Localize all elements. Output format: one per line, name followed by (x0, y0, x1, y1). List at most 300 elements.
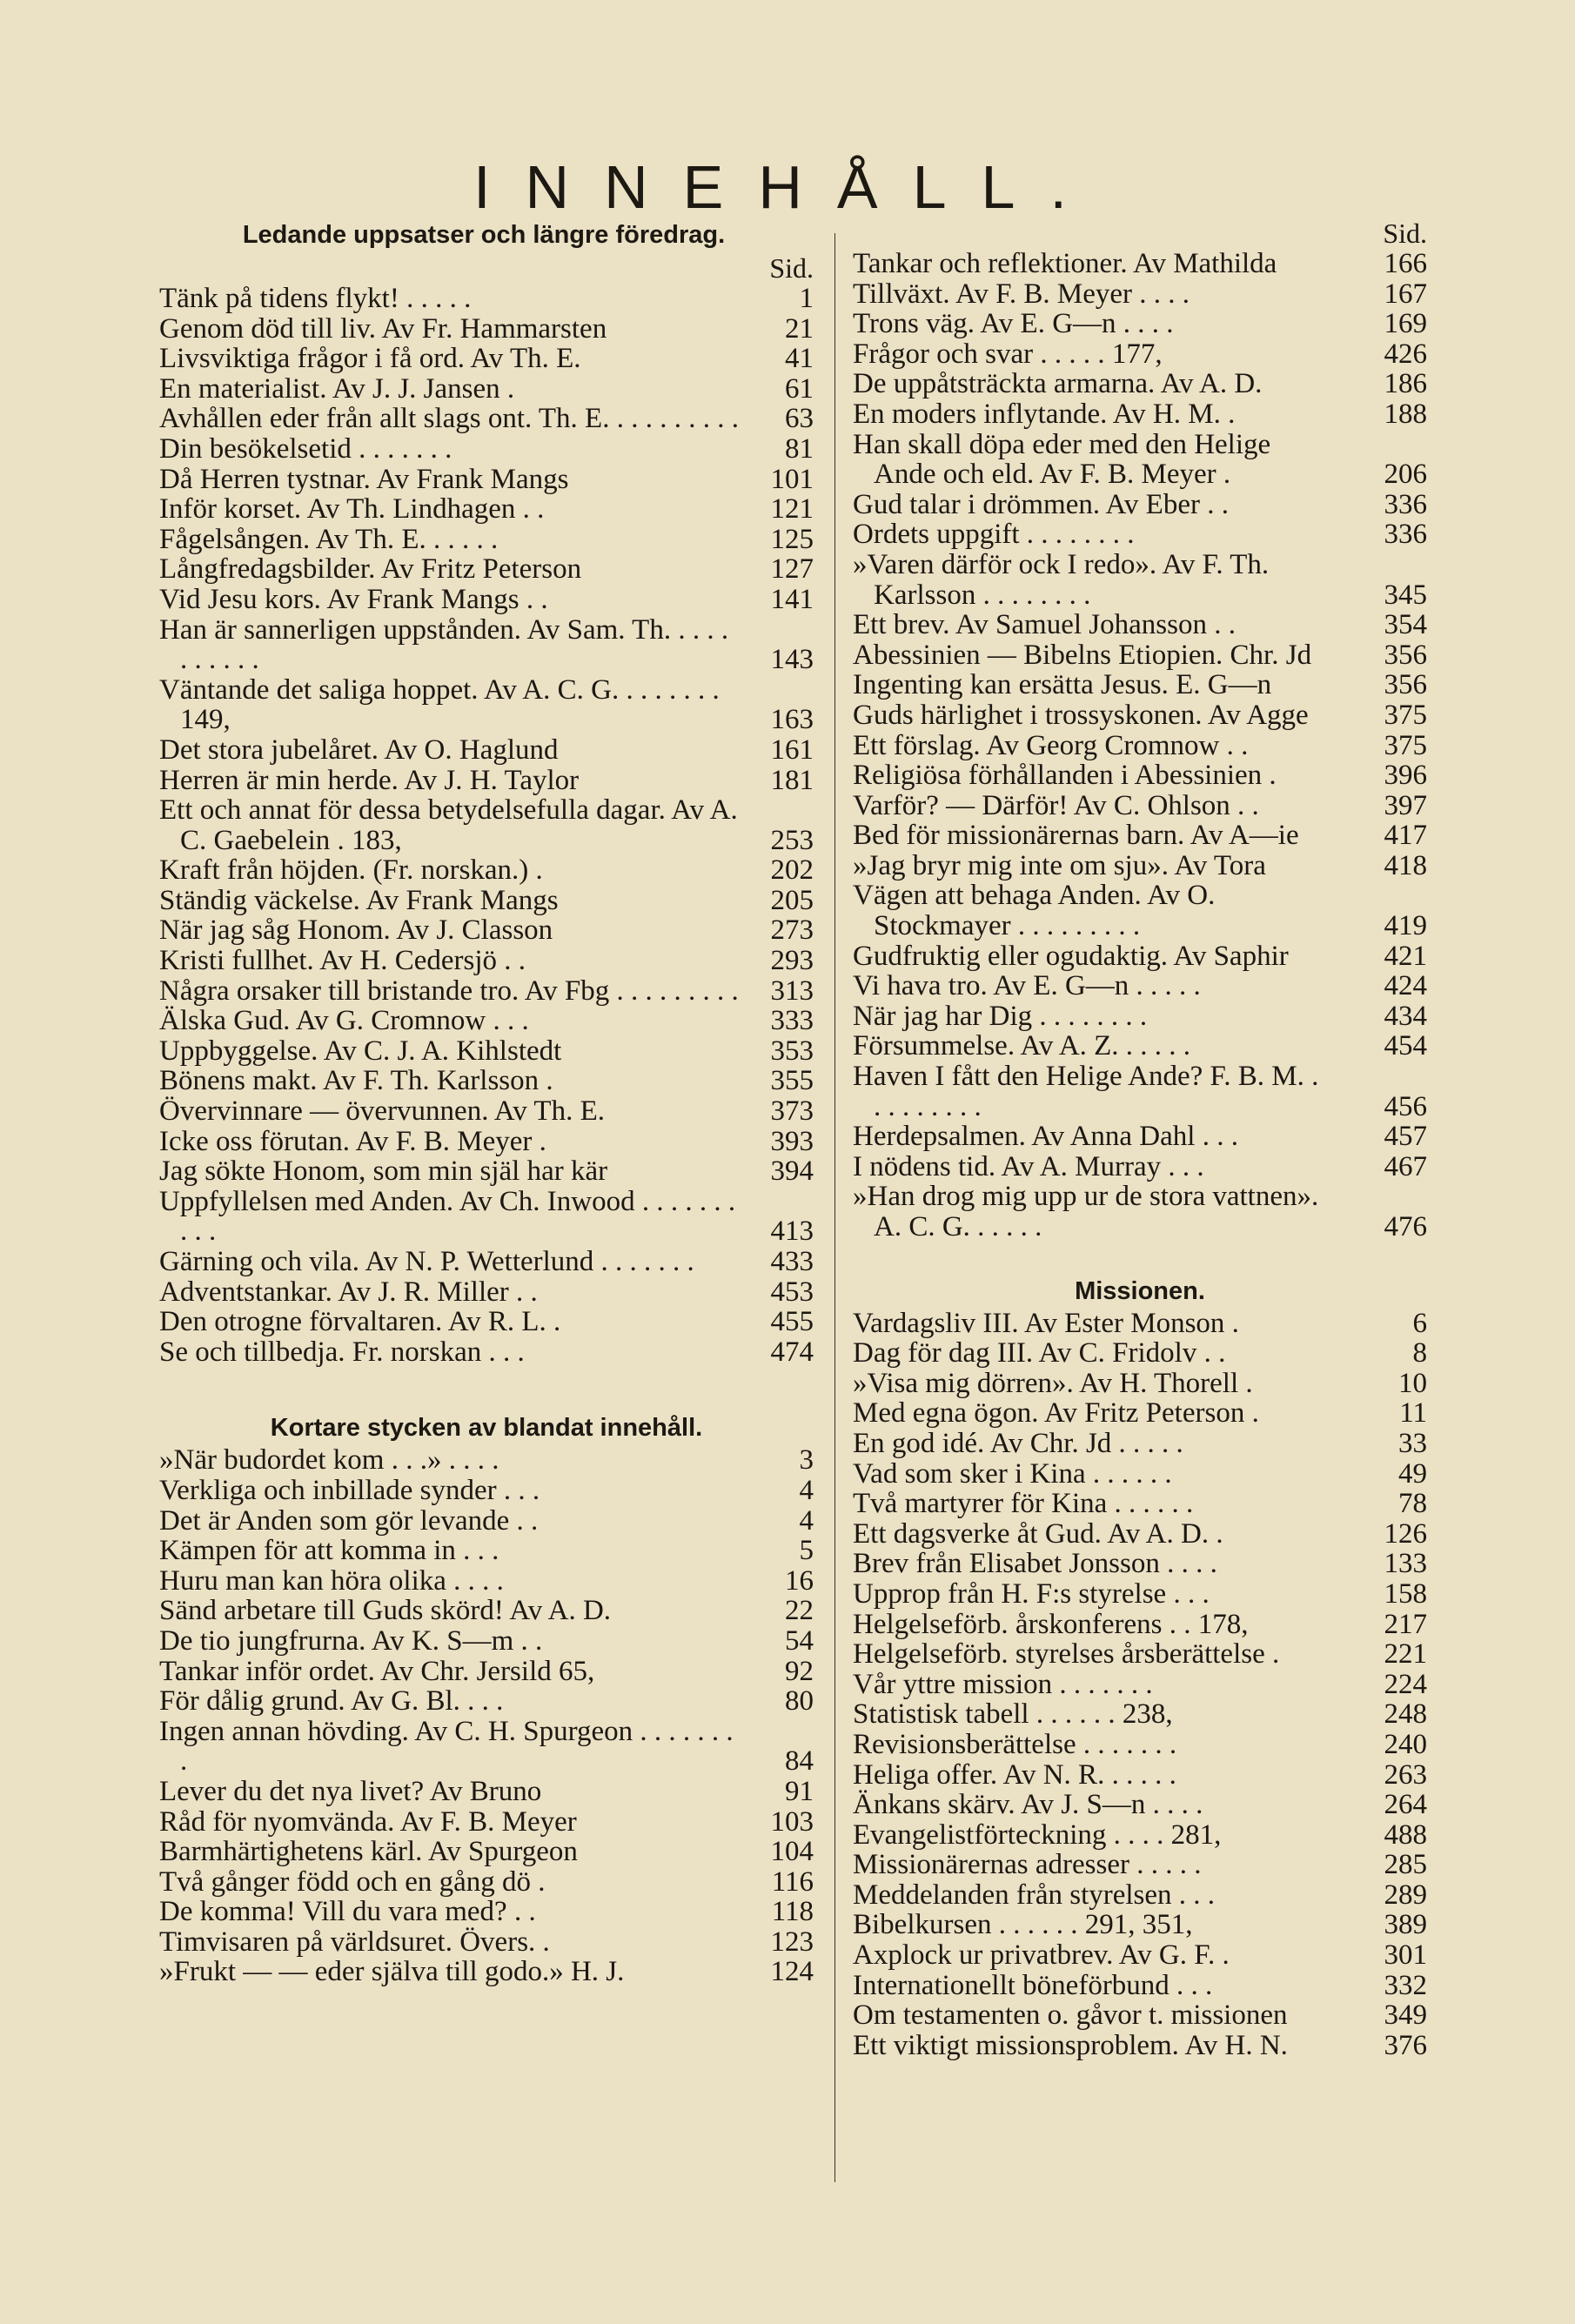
entry-page-number: 49 (1398, 1457, 1427, 1490)
entry-title: Frågor och svar . . . . . 177, (853, 338, 1163, 370)
toc-entry (853, 1790, 1427, 1820)
entry-page-number: 121 (770, 493, 814, 526)
entry-title: Fågelsången. Av Th. E. . . . . . (159, 523, 499, 555)
toc-entry (159, 1247, 814, 1277)
entry-title: Två martyrer för Kina . . . . . . (853, 1488, 1194, 1520)
entry-title: Gudfruktig eller ogudaktig. Av Saphir (853, 940, 1289, 972)
entry-page-number: 293 (770, 945, 814, 977)
entry-title: Ett viktigt missionsproblem. Av H. N. (853, 2029, 1288, 2061)
entry-title: »Visa mig dörren». Av H. Thorell . (853, 1367, 1253, 1399)
entry-title: Vi hava tro. Av E. G—n . . . . . (853, 970, 1201, 1002)
toc-entry (159, 1506, 814, 1537)
toc-entry (853, 820, 1427, 851)
entry-title: Internationellt böneförbund . . . (853, 1969, 1213, 2001)
entry-page-number: 16 (785, 1564, 814, 1597)
entry-title: Trons väg. Av E. G—n . . . . (853, 308, 1174, 340)
toc-entry (159, 314, 814, 345)
entry-page-number: 301 (1384, 1939, 1427, 1972)
entry-page-number: 118 (771, 1896, 814, 1928)
entry-title: Guds härlighet i trossyskonen. Av Agge (853, 699, 1309, 731)
entry-title: Vägen att behaga Anden. Av O. Stockmayer . . . . . . . . . (853, 880, 1216, 942)
toc-entry (853, 550, 1427, 610)
entry-page-number: 263 (1384, 1758, 1427, 1791)
entry-title: Bibelkursen . . . . . . 291, 351, (853, 1909, 1193, 1941)
entry-title: Några orsaker till bristande tro. Av Fbg . . . . . . . . . (159, 974, 739, 1007)
entry-title: Genom död till liv. Av Fr. Hammarsten (159, 312, 607, 345)
entry-title: En god idé. Av Chr. Jd . . . . . (853, 1427, 1183, 1459)
entry-title: Väntande det saliga hoppet. Av A. C. G. . . . . . . . 149, (159, 673, 720, 736)
entry-title: De tio jungfrurna. Av K. S—m . . (159, 1624, 543, 1657)
entry-page-number: 6 (1412, 1307, 1427, 1339)
entry-title: Lever du det nya livet? Av Bruno (159, 1775, 542, 1807)
entry-page-number: 158 (1384, 1577, 1427, 1610)
entry-page-number: 21 (785, 312, 814, 345)
entry-page-number: 373 (770, 1095, 814, 1128)
entry-title: Ett och annat för dessa betydelsefulla dagar. Av A. C. Gaebelein . 183, (159, 794, 738, 856)
entry-title: Då Herren tystnar. Av Frank Mangs (159, 463, 569, 495)
entry-page-number: 161 (770, 733, 814, 766)
toc-entry (853, 1880, 1427, 1911)
toc-entry (159, 1476, 814, 1506)
page-column-label: Sid. (1383, 218, 1427, 249)
entry-title: Det är Anden som gör levande . . (159, 1504, 539, 1537)
toc-entry (159, 1566, 814, 1597)
toc-entry (159, 1626, 814, 1657)
entry-page-number: 63 (785, 403, 814, 435)
entry-page-number: 217 (1384, 1608, 1427, 1640)
entry-page-number: 141 (770, 583, 814, 615)
entry-page-number: 224 (1384, 1668, 1427, 1700)
entry-title: Gud talar i drömmen. Av Eber . . (853, 488, 1229, 520)
entry-title: »Han drog mig upp ur de stora vattnen». A. C. G. . . . . . (853, 1181, 1319, 1242)
entry-page-number: 41 (785, 343, 814, 375)
entry-title: Sänd arbetare till Guds skörd! Av A. D. (159, 1595, 612, 1627)
entry-page-number: 273 (770, 914, 814, 947)
entry-page-number: 413 (770, 1216, 814, 1248)
entry-page-number: 169 (1384, 308, 1427, 340)
entry-title: Missionärernas adresser . . . . . (853, 1849, 1202, 1881)
entry-title: Kraft från höjden. (Fr. norskan.) . (159, 854, 543, 887)
toc-entry (853, 1639, 1427, 1670)
toc-entry (853, 1610, 1427, 1640)
toc-entry (159, 1596, 814, 1626)
entry-page-number: 22 (785, 1595, 814, 1627)
toc-entry (853, 1730, 1427, 1760)
toc-entry (159, 1837, 814, 1867)
toc-entry (853, 1398, 1427, 1429)
toc-entry (853, 490, 1427, 520)
entry-page-number: 91 (785, 1775, 814, 1807)
entry-page-number: 356 (1384, 669, 1427, 701)
entry-page-number: 33 (1398, 1427, 1427, 1459)
toc-entry (853, 941, 1427, 972)
toc-entry (159, 1006, 814, 1036)
entry-page-number: 353 (770, 1035, 814, 1067)
toc-entry (853, 2000, 1427, 2031)
entry-page-number: 375 (1384, 729, 1427, 761)
entry-page-number: 221 (1384, 1638, 1427, 1671)
toc-entry (159, 1036, 814, 1067)
entry-title: Ständig väckelse. Av Frank Mangs (159, 884, 559, 916)
entry-title: Livsviktiga frågor i få ord. Av Th. E. (159, 343, 581, 375)
toc-entry (159, 1127, 814, 1157)
toc-entry (853, 1122, 1427, 1152)
toc-entry (159, 434, 814, 465)
toc-entry (159, 1867, 814, 1898)
entry-title: Adventstankar. Av J. R. Miller . . (159, 1276, 538, 1308)
entry-page-number: 354 (1384, 609, 1427, 641)
toc-entry (853, 1031, 1427, 1062)
toc-entry (159, 1187, 814, 1247)
entry-page-number: 336 (1384, 488, 1427, 520)
toc-entry (853, 640, 1427, 671)
toc-entry (159, 735, 814, 766)
entry-page-number: 419 (1384, 910, 1427, 942)
toc-entry (159, 1445, 814, 1476)
toc-entry (159, 284, 814, 314)
toc-entry (853, 1338, 1427, 1369)
entry-page-number: 54 (785, 1624, 814, 1657)
toc-entry (853, 731, 1427, 761)
entry-page-number: 474 (770, 1336, 814, 1368)
page-column-label: Sid. (769, 252, 814, 284)
toc-entry (159, 915, 814, 946)
entry-title: Tillväxt. Av F. B. Meyer . . . . (853, 278, 1190, 310)
entry-title: Dag för dag III. Av C. Fridolv . . (853, 1337, 1226, 1370)
entry-title: Timvisaren på världsuret. Övers. . (159, 1926, 550, 1958)
entry-page-number: 127 (770, 553, 814, 586)
entry-page-number: 453 (770, 1276, 814, 1308)
toc-entry (159, 1536, 814, 1566)
entry-page-number: 336 (1384, 519, 1427, 551)
entry-page-number: 389 (1384, 1909, 1427, 1941)
entry-title: Han skall döpa eder med den Helige Ande och eld. Av F. B. Meyer . (853, 428, 1271, 491)
entry-page-number: 397 (1384, 789, 1427, 821)
entry-page-number: 457 (1384, 1121, 1427, 1153)
entry-title: Kristi fullhet. Av H. Cedersjö . . (159, 945, 526, 977)
toc-entry (853, 1910, 1427, 1940)
entry-page-number: 418 (1384, 849, 1427, 881)
entry-title: Bed för missionärernas barn. Av A—ie (853, 820, 1299, 852)
toc-entry (853, 1971, 1427, 2001)
entry-page-number: 421 (1384, 940, 1427, 972)
entry-title: »Varen därför ock I redo». Av F. Th. Karlsson . . . . . . . . (853, 548, 1270, 611)
entry-title: Helgelseförb. årskonferens . . 178, (853, 1608, 1249, 1640)
toc-entry (159, 946, 814, 976)
entry-title: Tänk på tidens flykt! . . . . . (159, 283, 472, 314)
toc-entry (853, 1820, 1427, 1851)
toc-entry (853, 1459, 1427, 1490)
entry-title: Se och tillbedja. Fr. norskan . . . (159, 1336, 525, 1368)
entry-title: Avhållen eder från allt slags ont. Th. E. . . . . . . . . . (159, 403, 739, 435)
toc-entry (853, 1152, 1427, 1182)
toc-entry (159, 1717, 814, 1777)
toc-entry (853, 1429, 1427, 1459)
entry-title: För dålig grund. Av G. Bl. . . . (159, 1685, 504, 1718)
entry-title: Kämpen för att komma in . . . (159, 1535, 499, 1567)
toc-entry (159, 1686, 814, 1717)
toc-entry (159, 404, 814, 434)
toc-entry (159, 1337, 814, 1368)
entry-title: »Frukt — — eder själva till godo.» H. J. (159, 1956, 625, 1988)
entry-title: Ingenting kan ersätta Jesus. E. G—n (853, 669, 1272, 701)
entry-title: Icke oss förutan. Av F. B. Meyer . (159, 1125, 546, 1157)
entry-page-number: 253 (770, 824, 814, 856)
toc-entry (853, 1549, 1427, 1579)
entry-page-number: 454 (1384, 1030, 1427, 1062)
toc-entry (853, 279, 1427, 310)
toc-entry (853, 249, 1427, 279)
entry-page-number: 289 (1384, 1879, 1427, 1911)
toc-entry (853, 971, 1427, 1001)
toc-entry (853, 610, 1427, 640)
entry-title: I nödens tid. Av A. Murray . . . (853, 1150, 1204, 1182)
entry-page-number: 101 (770, 463, 814, 495)
entry-page-number: 167 (1384, 278, 1427, 310)
toc-entry (159, 554, 814, 585)
entry-page-number: 376 (1384, 2029, 1427, 2061)
entry-page-number: 349 (1384, 1999, 1427, 2032)
toc-entry (853, 791, 1427, 821)
entry-page-number: 394 (770, 1155, 814, 1188)
toc-entry (853, 430, 1427, 490)
entry-title: Abessinien — Bibelns Etiopien. Chr. Jd (853, 639, 1312, 671)
toc-entry (853, 670, 1427, 700)
toc-entry (853, 1760, 1427, 1791)
entry-title: Om testamenten o. gåvor t. missionen (853, 1999, 1288, 2032)
toc-entry (159, 1307, 814, 1337)
entry-title: Revisionsberättelse . . . . . . . (853, 1728, 1177, 1760)
entry-page-number: 264 (1384, 1789, 1427, 1821)
toc-entry (853, 1001, 1427, 1032)
toc-entry (853, 1519, 1427, 1550)
toc-entry (853, 1699, 1427, 1730)
toc-entry (159, 374, 814, 405)
toc-entry (159, 795, 814, 855)
entry-title: Ett brev. Av Samuel Johansson . . (853, 609, 1236, 641)
toc-entry (853, 339, 1427, 370)
entry-title: När jag har Dig . . . . . . . . (853, 1000, 1148, 1032)
entry-page-number: 123 (770, 1926, 814, 1958)
entry-page-number: 434 (1384, 1000, 1427, 1032)
entry-page-number: 333 (770, 1005, 814, 1037)
section-heading-short-pieces: Kortare stycken av blandat innehåll. (270, 1414, 703, 1443)
entry-page-number: 248 (1384, 1698, 1427, 1731)
toc-entry (159, 1777, 814, 1807)
entry-title: Råd för nyomvända. Av F. B. Meyer (159, 1805, 577, 1838)
toc-entry (853, 760, 1427, 791)
entry-title: Verkliga och inbillade synder . . . (159, 1474, 540, 1506)
toc-entry (159, 886, 814, 916)
left-column (159, 218, 814, 1987)
toc-entry (853, 369, 1427, 399)
toc-entry (853, 399, 1427, 430)
entry-title: Vår yttre mission . . . . . . . (853, 1668, 1153, 1700)
entry-title: Tankar och reflektioner. Av Mathilda (853, 248, 1277, 279)
toc-entry (853, 1309, 1427, 1339)
entry-page-number: 10 (1398, 1367, 1427, 1399)
toc-entry (853, 1850, 1427, 1880)
entry-title: De komma! Vill du vara med? . . (159, 1896, 536, 1928)
toc-entry (159, 585, 814, 615)
entry-title: Två gånger född och en gång dö . (159, 1865, 546, 1898)
entry-page-number: 104 (770, 1836, 814, 1868)
entry-page-number: 143 (770, 644, 814, 676)
section-heading-missions: Missionen. (1075, 1276, 1205, 1305)
toc-entry (159, 1807, 814, 1838)
entry-page-number: 332 (1384, 1969, 1427, 2001)
entry-title: Meddelanden från styrelsen . . . (853, 1879, 1216, 1911)
toc-entry (159, 1657, 814, 1687)
entry-page-number: 1 (799, 283, 814, 314)
entry-page-number: 163 (770, 704, 814, 736)
entry-title: Vad som sker i Kina . . . . . . (853, 1457, 1172, 1490)
toc-entry (159, 976, 814, 1007)
entry-page-number: 103 (770, 1805, 814, 1838)
toc-entry (159, 766, 814, 796)
toc-entry (853, 1182, 1427, 1242)
toc-entry (853, 1579, 1427, 1610)
entry-title: Vardagsliv III. Av Ester Monson . (853, 1307, 1239, 1339)
entry-page-number: 433 (770, 1246, 814, 1277)
entry-title: Din besökelsetid . . . . . . . (159, 432, 452, 465)
entry-page-number: 206 (1384, 459, 1427, 491)
entry-page-number: 181 (770, 764, 814, 796)
entry-page-number: 355 (770, 1065, 814, 1097)
entry-title: Varför? — Därför! Av C. Ohlson . . (853, 789, 1259, 821)
entry-page-number: 166 (1384, 248, 1427, 279)
toc-entry (159, 1066, 814, 1096)
entry-title: Han är sannerligen uppstånden. Av Sam. Th. . . . . . . . . . . (159, 613, 729, 676)
entry-title: Ett dagsverke åt Gud. Av A. D. . (853, 1517, 1223, 1550)
entry-title: Haven I fått den Helige Ande? F. B. M. . . . . . . . . . (853, 1061, 1319, 1122)
entry-title: De uppåtsträckta armarna. Av A. D. (853, 368, 1263, 400)
entry-page-number: 488 (1384, 1818, 1427, 1851)
section-heading-leading-essays: Ledande uppsatser och längre föredrag. (242, 221, 726, 249)
entry-title: Heliga offer. Av N. R. . . . . . (853, 1758, 1176, 1791)
entry-title: Den otrogne förvaltaren. Av R. L. . (159, 1306, 561, 1338)
entry-title: Långfredagsbilder. Av Fritz Peterson (159, 553, 582, 586)
entry-page-number: 92 (785, 1655, 814, 1687)
toc-entry (159, 1156, 814, 1187)
entry-title: Upprop från H. F:s styrelse . . . (853, 1577, 1210, 1610)
toc-entry (159, 1927, 814, 1958)
entry-page-number: 393 (770, 1125, 814, 1157)
toc-entry (159, 465, 814, 495)
toc-entry (159, 525, 814, 555)
entry-title: Änkans skärv. Av J. S—n . . . . (853, 1789, 1203, 1821)
right-column (853, 218, 1427, 2060)
entry-title: Herren är min herde. Av J. H. Taylor (159, 764, 580, 796)
entry-page-number: 3 (799, 1444, 814, 1477)
entry-title: Evangelistförteckning . . . . 281, (853, 1818, 1222, 1851)
column-divider (834, 233, 835, 2182)
entry-page-number: 356 (1384, 639, 1427, 671)
entry-page-number: 124 (770, 1956, 814, 1988)
entry-title: Barmhärtighetens kärl. Av Spurgeon (159, 1836, 578, 1868)
entry-title: Herdepsalmen. Av Anna Dahl . . . (853, 1121, 1238, 1153)
toc-entry (159, 1277, 814, 1308)
entry-page-number: 80 (785, 1685, 814, 1718)
entry-page-number: 5 (799, 1535, 814, 1567)
toc-entry (159, 1096, 814, 1127)
entry-title: Älska Gud. Av G. Cromnow . . . (159, 1005, 529, 1037)
toc-entry (159, 675, 814, 735)
entry-page-number: 61 (785, 372, 814, 405)
entry-title: Övervinnare — övervunnen. Av Th. E. (159, 1095, 605, 1128)
entry-title: Axplock ur privatbrev. Av G. F. . (853, 1939, 1230, 1972)
toc-entry (853, 2031, 1427, 2061)
entry-title: Uppfyllelsen med Anden. Av Ch. Inwood . . . . . . . . . . (159, 1185, 736, 1248)
entry-page-number: 116 (771, 1865, 814, 1898)
entry-page-number: 202 (770, 854, 814, 887)
entry-page-number: 125 (770, 523, 814, 555)
entry-title: Jag sökte Honom, som min själ har kär (159, 1155, 608, 1188)
entry-page-number: 375 (1384, 699, 1427, 731)
toc-entry (853, 851, 1427, 881)
entry-title: Försummelse. Av A. Z. . . . . . (853, 1030, 1191, 1062)
entry-title: När jag såg Honom. Av J. Classon (159, 914, 553, 947)
continued-essays-list (853, 249, 1427, 1242)
entry-title: Inför korset. Av Th. Lindhagen . . (159, 493, 545, 526)
entry-title: Med egna ögon. Av Fritz Peterson . (853, 1397, 1259, 1430)
entry-page-number: 188 (1384, 398, 1427, 430)
toc-entry (159, 1957, 814, 1987)
entry-page-number: 476 (1384, 1211, 1427, 1242)
entry-title: Statistisk tabell . . . . . . 238, (853, 1698, 1173, 1731)
toc-entry (159, 855, 814, 886)
toc-entry (853, 1489, 1427, 1519)
toc-entry (853, 1369, 1427, 1399)
entry-title: Huru man kan höra olika . . . . (159, 1564, 504, 1597)
toc-entry (159, 494, 814, 525)
entry-page-number: 456 (1384, 1090, 1427, 1122)
toc-entry (853, 700, 1427, 731)
entry-page-number: 84 (785, 1745, 814, 1778)
entry-page-number: 426 (1384, 338, 1427, 370)
entry-page-number: 133 (1384, 1548, 1427, 1580)
entry-title: En materialist. Av J. J. Jansen . (159, 372, 515, 405)
entry-title: Bönens makt. Av F. Th. Karlsson . (159, 1065, 553, 1097)
entry-title: Ingen annan hövding. Av C. H. Spurgeon . . . . . . . . (159, 1715, 734, 1778)
entry-page-number: 455 (770, 1306, 814, 1338)
entry-page-number: 78 (1398, 1488, 1427, 1520)
entry-page-number: 396 (1384, 760, 1427, 792)
entry-page-number: 417 (1384, 820, 1427, 852)
entry-page-number: 285 (1384, 1849, 1427, 1881)
entry-page-number: 240 (1384, 1728, 1427, 1760)
leading-essays-list (159, 284, 814, 1367)
entry-title: Det stora jubelåret. Av O. Haglund (159, 733, 559, 766)
entry-title: Gärning och vila. Av N. P. Wetterlund . . . . . . . (159, 1246, 694, 1277)
toc-entry (853, 309, 1427, 339)
entry-title: Tankar inför ordet. Av Chr. Jersild 65, (159, 1655, 595, 1687)
entry-page-number: 126 (1384, 1517, 1427, 1550)
entry-title: En moders inflytande. Av H. M. . (853, 398, 1236, 430)
entry-page-number: 313 (770, 974, 814, 1007)
toc-entry (159, 344, 814, 374)
toc-entry (853, 519, 1427, 550)
entry-page-number: 4 (799, 1474, 814, 1506)
entry-title: Uppbyggelse. Av C. J. A. Kihlstedt (159, 1035, 562, 1067)
entry-title: Ett förslag. Av Georg Cromnow . . (853, 729, 1249, 761)
toc-entry (853, 1670, 1427, 1700)
entry-page-number: 4 (799, 1504, 814, 1537)
missions-list (853, 1309, 1427, 2061)
toc-entry (159, 1897, 814, 1927)
entry-title: »När budordet kom . . .» . . . . (159, 1444, 499, 1477)
entry-page-number: 186 (1384, 368, 1427, 400)
